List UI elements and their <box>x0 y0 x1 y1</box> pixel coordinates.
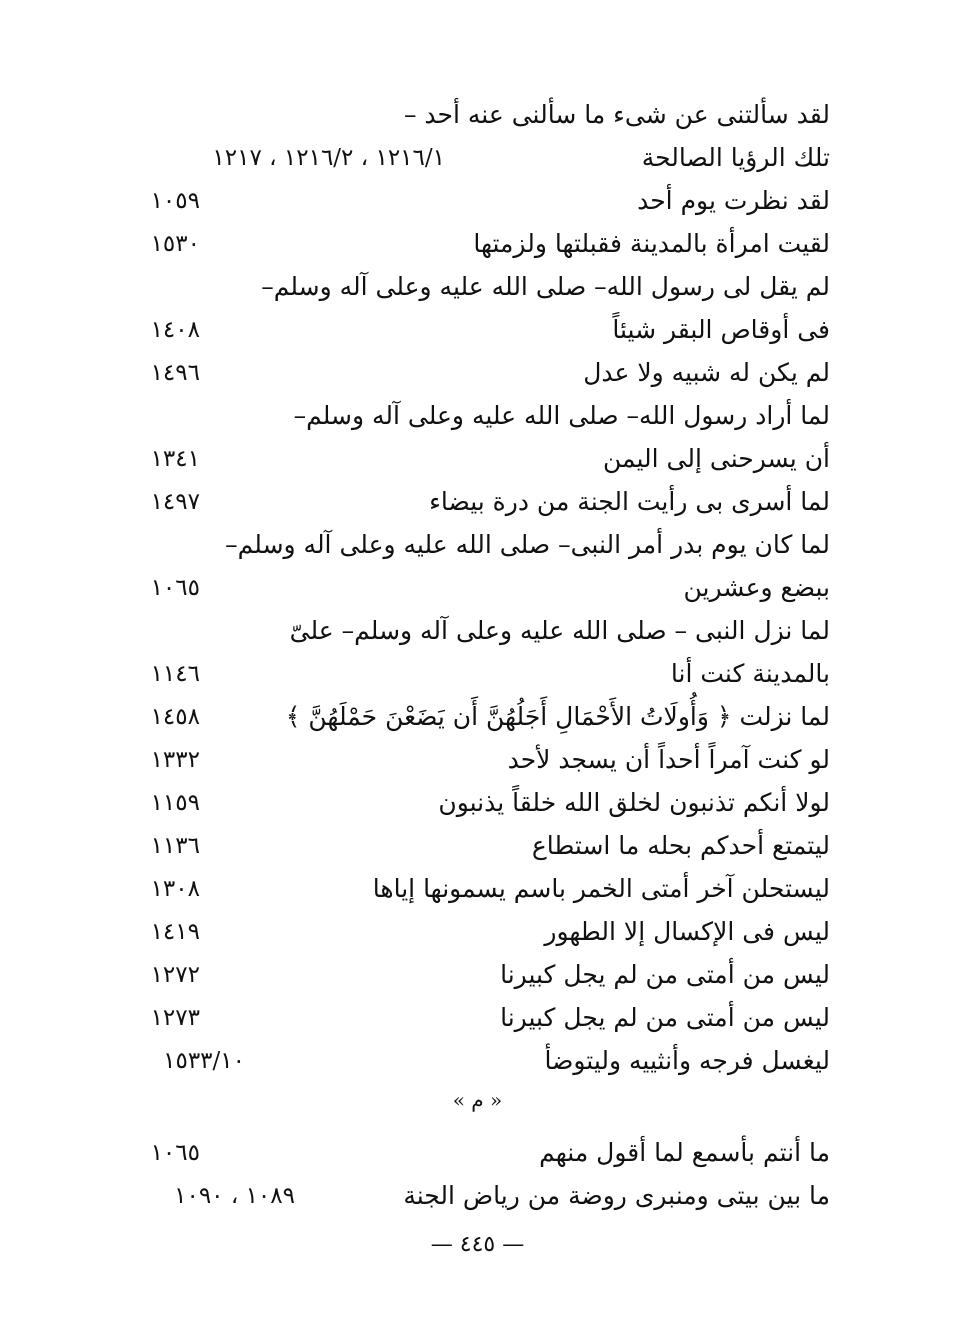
index-entry <box>0 826 955 866</box>
index-entry <box>0 955 955 995</box>
index-entry <box>0 310 955 350</box>
section-heading: « م » <box>452 1088 503 1112</box>
entry-reference: ١٠٥٩ <box>150 188 200 214</box>
entry-text: فى أوقاص البقر شيئاً <box>612 315 830 344</box>
index-entry <box>0 353 955 393</box>
index-entry <box>0 697 955 737</box>
index-entry <box>0 138 955 178</box>
entry-text: ما بين بيتى ومنبرى روضة من رياض الجنة <box>403 1181 830 1210</box>
entry-reference: ١٤٠٨ <box>150 317 200 343</box>
entry-reference: ١٤٩٦ <box>150 360 200 386</box>
entry-text: ليس فى الإكسال إلا الطهور <box>544 917 830 946</box>
index-entry <box>0 654 955 694</box>
entry-text: ليس من أمتى من لم يجل كبيرنا <box>500 1003 830 1032</box>
index-entry <box>0 267 955 307</box>
entry-text: لقد نظرت يوم أحد <box>637 186 830 215</box>
index-entry <box>0 998 955 1038</box>
entry-text: لم يقل لى رسول الله– صلى الله عليه وعلى آله وسلم– <box>261 272 830 301</box>
index-entry <box>0 482 955 522</box>
entry-reference: ١١٤٦ <box>150 661 200 687</box>
entry-reference: ١٢١٦/١ ، ١٢١٦/٢ ، ١٢١٧ <box>212 145 445 171</box>
index-entry <box>0 568 955 608</box>
index-entry <box>0 869 955 909</box>
index-entry <box>0 1041 955 1081</box>
entry-text: لقد سألتنى عن شىء ما سألنى عنه أحد – <box>403 100 830 129</box>
entry-text: ليستحلن آخر أمتى الخمر باسم يسمونها إياها <box>372 874 830 903</box>
entry-reference: ١٣٤١ <box>150 446 200 472</box>
entry-text: أن يسرحنى إلى اليمن <box>602 444 830 473</box>
entry-reference: ١٠٦٥ <box>150 575 200 601</box>
entry-text: ليس من أمتى من لم يجل كبيرنا <box>500 960 830 989</box>
index-entry <box>0 740 955 780</box>
index-entry <box>0 1176 955 1216</box>
entry-text: ليغسل فرجه وأنثييه وليتوضأ <box>544 1046 830 1075</box>
index-entry <box>0 783 955 823</box>
entry-reference: ١٣٣٢ <box>150 747 200 773</box>
entry-text: لما نزلت ﴿ وَأُولَاتُ الأَحْمَالِ أَجَلُهُنَّ أَن يَضَعْنَ حَمْلَهُنَّ ﴾ <box>285 702 830 731</box>
entry-text: لما نزل النبى – صلى الله عليه وعلى آله وسلم– علىّ <box>289 616 830 645</box>
entry-reference: ١٥٣٠ <box>150 231 200 257</box>
entry-text: ببضع وعشرين <box>683 573 830 602</box>
entry-text: لما أسرى بى رأيت الجنة من درة بيضاء <box>429 487 830 516</box>
entry-reference: ١٢٧٣ <box>150 1005 200 1031</box>
entry-text: ليتمتع أحدكم بحله ما استطاع <box>531 831 830 860</box>
entry-reference: ١٤١٩ <box>150 919 200 945</box>
entry-text: لما كان يوم بدر أمر النبى– صلى الله عليه وعلى آله وسلم– <box>225 530 830 559</box>
entry-reference: ١٠٦٥ <box>150 1140 200 1166</box>
entry-reference: ١١٥٩ <box>150 790 200 816</box>
index-entry <box>0 396 955 436</box>
page-number: — ٤٤٥ — <box>430 1232 525 1257</box>
entry-text: لقيت امرأة بالمدينة فقبلتها ولزمتها <box>473 229 830 258</box>
entry-text: لولا أنكم تذنبون لخلق الله خلقاً يذنبون <box>438 788 830 817</box>
entry-text: لم يكن له شبيه ولا عدل <box>583 358 830 387</box>
index-entry <box>0 912 955 952</box>
index-entry <box>0 95 955 135</box>
index-entry <box>0 611 955 651</box>
entry-reference: ١١٣٦ <box>150 833 200 859</box>
index-entry <box>0 1133 955 1173</box>
entry-reference: ١٤٥٨ <box>150 704 200 730</box>
entry-text: بالمدينة كنت أنا <box>670 659 830 688</box>
index-entry <box>0 181 955 221</box>
entry-reference: ١٠٨٩ ، ١٠٩٠ <box>174 1183 295 1209</box>
entry-text: ما أنتم بأسمع لما أقول منهم <box>539 1138 830 1167</box>
entry-reference: ١٢٧٢ <box>150 962 200 988</box>
entry-reference: ١٤٩٧ <box>150 489 200 515</box>
entry-reference: ١٣٠٨ <box>150 876 200 902</box>
entry-text: تلك الرؤيا الصالحة <box>641 143 830 172</box>
index-entry <box>0 525 955 565</box>
entry-text: لما أراد رسول الله– صلى الله عليه وعلى آله وسلم– <box>293 401 830 430</box>
index-entry <box>0 439 955 479</box>
entry-text: لو كنت آمراً أحداً أن يسجد لأحد <box>507 745 830 774</box>
index-entry <box>0 224 955 264</box>
entry-reference: ١٥٣٣/١٠ <box>163 1048 245 1074</box>
